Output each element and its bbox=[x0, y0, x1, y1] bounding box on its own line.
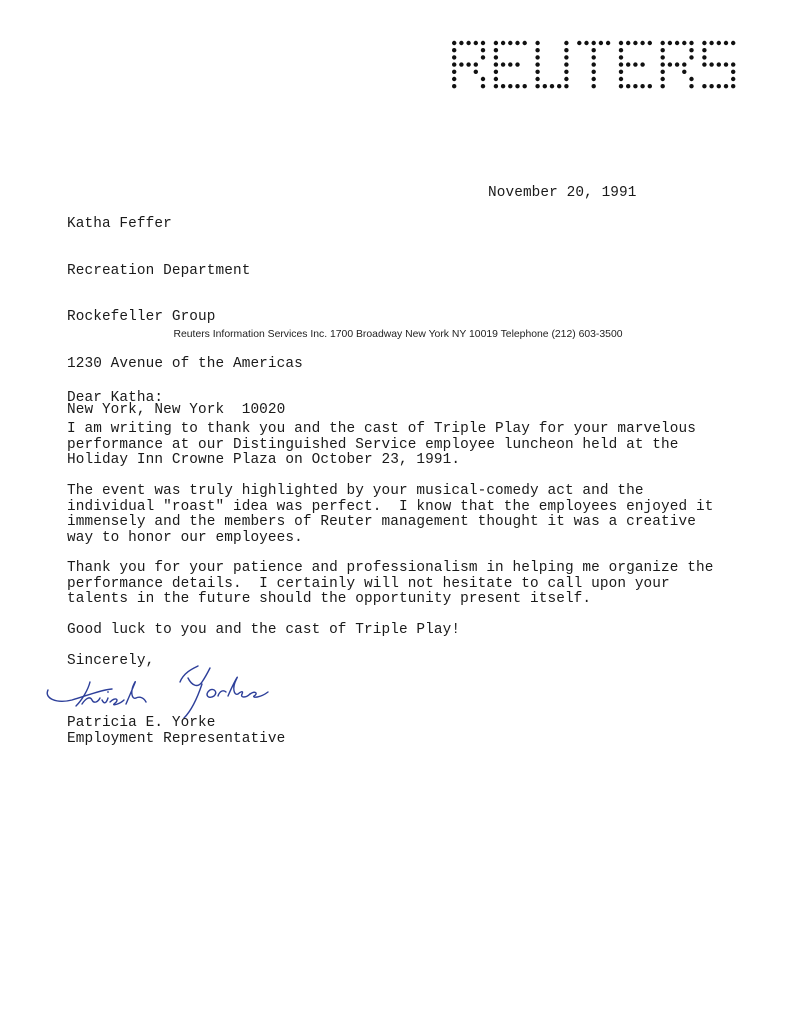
logo-dot bbox=[459, 41, 463, 45]
salutation: Dear Katha: bbox=[67, 390, 164, 406]
logo-dot bbox=[452, 62, 456, 66]
logo-dot bbox=[599, 41, 603, 45]
logo-dot bbox=[584, 41, 588, 45]
logo-dot bbox=[508, 84, 512, 88]
logo-dot bbox=[535, 77, 539, 81]
logo-dot bbox=[731, 70, 735, 74]
logo-dot bbox=[626, 84, 630, 88]
logo-dot bbox=[515, 62, 519, 66]
logo-dot bbox=[731, 84, 735, 88]
logo-dot bbox=[474, 70, 478, 74]
logo-dot bbox=[564, 77, 568, 81]
logo-dot bbox=[515, 41, 519, 45]
logo-dot bbox=[592, 41, 596, 45]
logo-dot bbox=[633, 62, 637, 66]
logo-dot bbox=[626, 41, 630, 45]
logo-dot bbox=[452, 41, 456, 45]
logo-dot bbox=[640, 62, 644, 66]
logo-dot bbox=[668, 41, 672, 45]
handwritten-signature bbox=[42, 660, 274, 720]
logo-dot bbox=[724, 62, 728, 66]
logo-dot bbox=[619, 77, 623, 81]
logo-dot bbox=[633, 84, 637, 88]
logo-dot bbox=[668, 62, 672, 66]
logo-dot bbox=[466, 62, 470, 66]
logo-dot bbox=[619, 55, 623, 59]
logo-dot bbox=[452, 77, 456, 81]
logo-dot bbox=[474, 62, 478, 66]
logo-dot bbox=[523, 41, 527, 45]
signer-title: Employment Representative bbox=[67, 731, 286, 747]
reuters-logo bbox=[450, 40, 756, 90]
logo-dot bbox=[564, 55, 568, 59]
logo-dot bbox=[731, 62, 735, 66]
body-paragraph: Thank you for your patience and professionalism in helping me organize the performance details. I certainly will not hesitate to call upon your talents in the future should the opportunity present itself. bbox=[67, 560, 714, 607]
logo-dot bbox=[508, 41, 512, 45]
logo-dot bbox=[731, 77, 735, 81]
logo-dot bbox=[508, 62, 512, 66]
logo-dot bbox=[702, 84, 706, 88]
logo-dot bbox=[501, 41, 505, 45]
logo-dot bbox=[592, 62, 596, 66]
letterhead-address: Reuters Information Services Inc. 1700 Broadway New York NY 10019 Telephone (212) 603-3500 bbox=[173, 329, 623, 340]
logo-dot bbox=[452, 55, 456, 59]
logo-dot bbox=[682, 62, 686, 66]
logo-dot bbox=[648, 41, 652, 45]
logo-dot bbox=[564, 84, 568, 88]
logo-dot bbox=[592, 48, 596, 52]
logo-dot bbox=[619, 62, 623, 66]
logo-dot bbox=[474, 41, 478, 45]
logo-dot bbox=[689, 84, 693, 88]
logo-dot bbox=[452, 48, 456, 52]
logo-dot bbox=[619, 84, 623, 88]
logo-dot bbox=[724, 84, 728, 88]
logo-dot bbox=[494, 70, 498, 74]
logo-dot bbox=[640, 84, 644, 88]
logo-dot bbox=[466, 41, 470, 45]
logo-dot bbox=[452, 84, 456, 88]
logo-dot bbox=[682, 70, 686, 74]
logo-dot bbox=[640, 41, 644, 45]
recipient-line: Katha Feffer bbox=[67, 216, 172, 232]
recipient-line: Rockefeller Group bbox=[67, 309, 216, 325]
logo-dot bbox=[633, 41, 637, 45]
logo-dot bbox=[481, 48, 485, 52]
logo-dot bbox=[481, 41, 485, 45]
logo-dot bbox=[452, 70, 456, 74]
logo-dot bbox=[481, 84, 485, 88]
letter-date: November 20, 1991 bbox=[488, 185, 637, 201]
logo-dot bbox=[619, 48, 623, 52]
logo-dot bbox=[535, 41, 539, 45]
logo-dot bbox=[702, 48, 706, 52]
logo-dot bbox=[709, 62, 713, 66]
logo-dot bbox=[523, 84, 527, 88]
logo-dot bbox=[709, 41, 713, 45]
logo-dot bbox=[661, 84, 665, 88]
logo-dot bbox=[577, 41, 581, 45]
logo-dot bbox=[494, 84, 498, 88]
logo-dot bbox=[564, 70, 568, 74]
body-paragraph: Good luck to you and the cast of Triple Play! bbox=[67, 622, 461, 638]
logo-dot bbox=[557, 84, 561, 88]
logo-dot bbox=[550, 84, 554, 88]
logo-dot bbox=[661, 55, 665, 59]
logo-dot bbox=[717, 84, 721, 88]
logo-dot bbox=[494, 48, 498, 52]
logo-dot bbox=[661, 48, 665, 52]
logo-dot bbox=[535, 70, 539, 74]
logo-dot bbox=[661, 70, 665, 74]
logo-dot bbox=[619, 70, 623, 74]
logo-dot bbox=[592, 77, 596, 81]
recipient-line: New York, New York 10020 bbox=[67, 402, 286, 418]
logo-dot bbox=[702, 41, 706, 45]
signer-name: Patricia E. Yorke bbox=[67, 715, 216, 731]
logo-dot bbox=[564, 41, 568, 45]
logo-dot bbox=[481, 55, 485, 59]
logo-dot bbox=[501, 62, 505, 66]
logo-dot bbox=[717, 41, 721, 45]
logo-dot bbox=[709, 84, 713, 88]
logo-dot bbox=[535, 48, 539, 52]
logo-dot bbox=[661, 62, 665, 66]
logo-dot bbox=[592, 70, 596, 74]
logo-dot bbox=[682, 41, 686, 45]
logo-dot bbox=[702, 62, 706, 66]
logo-dot bbox=[564, 62, 568, 66]
logo-dot bbox=[689, 48, 693, 52]
logo-dot bbox=[494, 62, 498, 66]
body-paragraph: The event was truly highlighted by your musical-comedy act and the individual "roast" idea was perfect. I know that the employees enjoyed it immensely and the members of Reuter management thought it was a creative way to honor our employees. bbox=[67, 483, 714, 546]
logo-dot bbox=[501, 84, 505, 88]
logo-dot bbox=[731, 41, 735, 45]
logo-dot bbox=[626, 62, 630, 66]
logo-dot bbox=[494, 41, 498, 45]
closing: Sincerely, bbox=[67, 653, 155, 669]
logo-dot bbox=[689, 77, 693, 81]
logo-dot bbox=[564, 48, 568, 52]
logo-dot bbox=[724, 41, 728, 45]
logo-dot bbox=[494, 77, 498, 81]
logo-dot bbox=[459, 62, 463, 66]
recipient-line: Recreation Department bbox=[67, 262, 251, 279]
logo-dot bbox=[661, 41, 665, 45]
logo-dot bbox=[592, 84, 596, 88]
recipient-line: 1230 Avenue of the Americas bbox=[67, 355, 303, 372]
logo-dot bbox=[717, 62, 721, 66]
logo-dot bbox=[661, 77, 665, 81]
logo-dot bbox=[494, 55, 498, 59]
logo-dot bbox=[606, 41, 610, 45]
logo-dot bbox=[535, 55, 539, 59]
logo-dot bbox=[515, 84, 519, 88]
logo-dot bbox=[535, 84, 539, 88]
logo-dot bbox=[592, 55, 596, 59]
logo-dot bbox=[689, 55, 693, 59]
logo-dot bbox=[648, 84, 652, 88]
logo-dot bbox=[543, 84, 547, 88]
logo-dot bbox=[689, 41, 693, 45]
logo-dot bbox=[481, 77, 485, 81]
logo-dot bbox=[535, 62, 539, 66]
logo-dot bbox=[619, 41, 623, 45]
logo-dot bbox=[675, 62, 679, 66]
body-paragraph: I am writing to thank you and the cast of Triple Play for your marvelous performance at our Distinguished Service employee luncheon held at the Holiday Inn Crowne Plaza on October 23, 1991. bbox=[67, 421, 696, 468]
logo-dot bbox=[675, 41, 679, 45]
logo-dot bbox=[702, 55, 706, 59]
